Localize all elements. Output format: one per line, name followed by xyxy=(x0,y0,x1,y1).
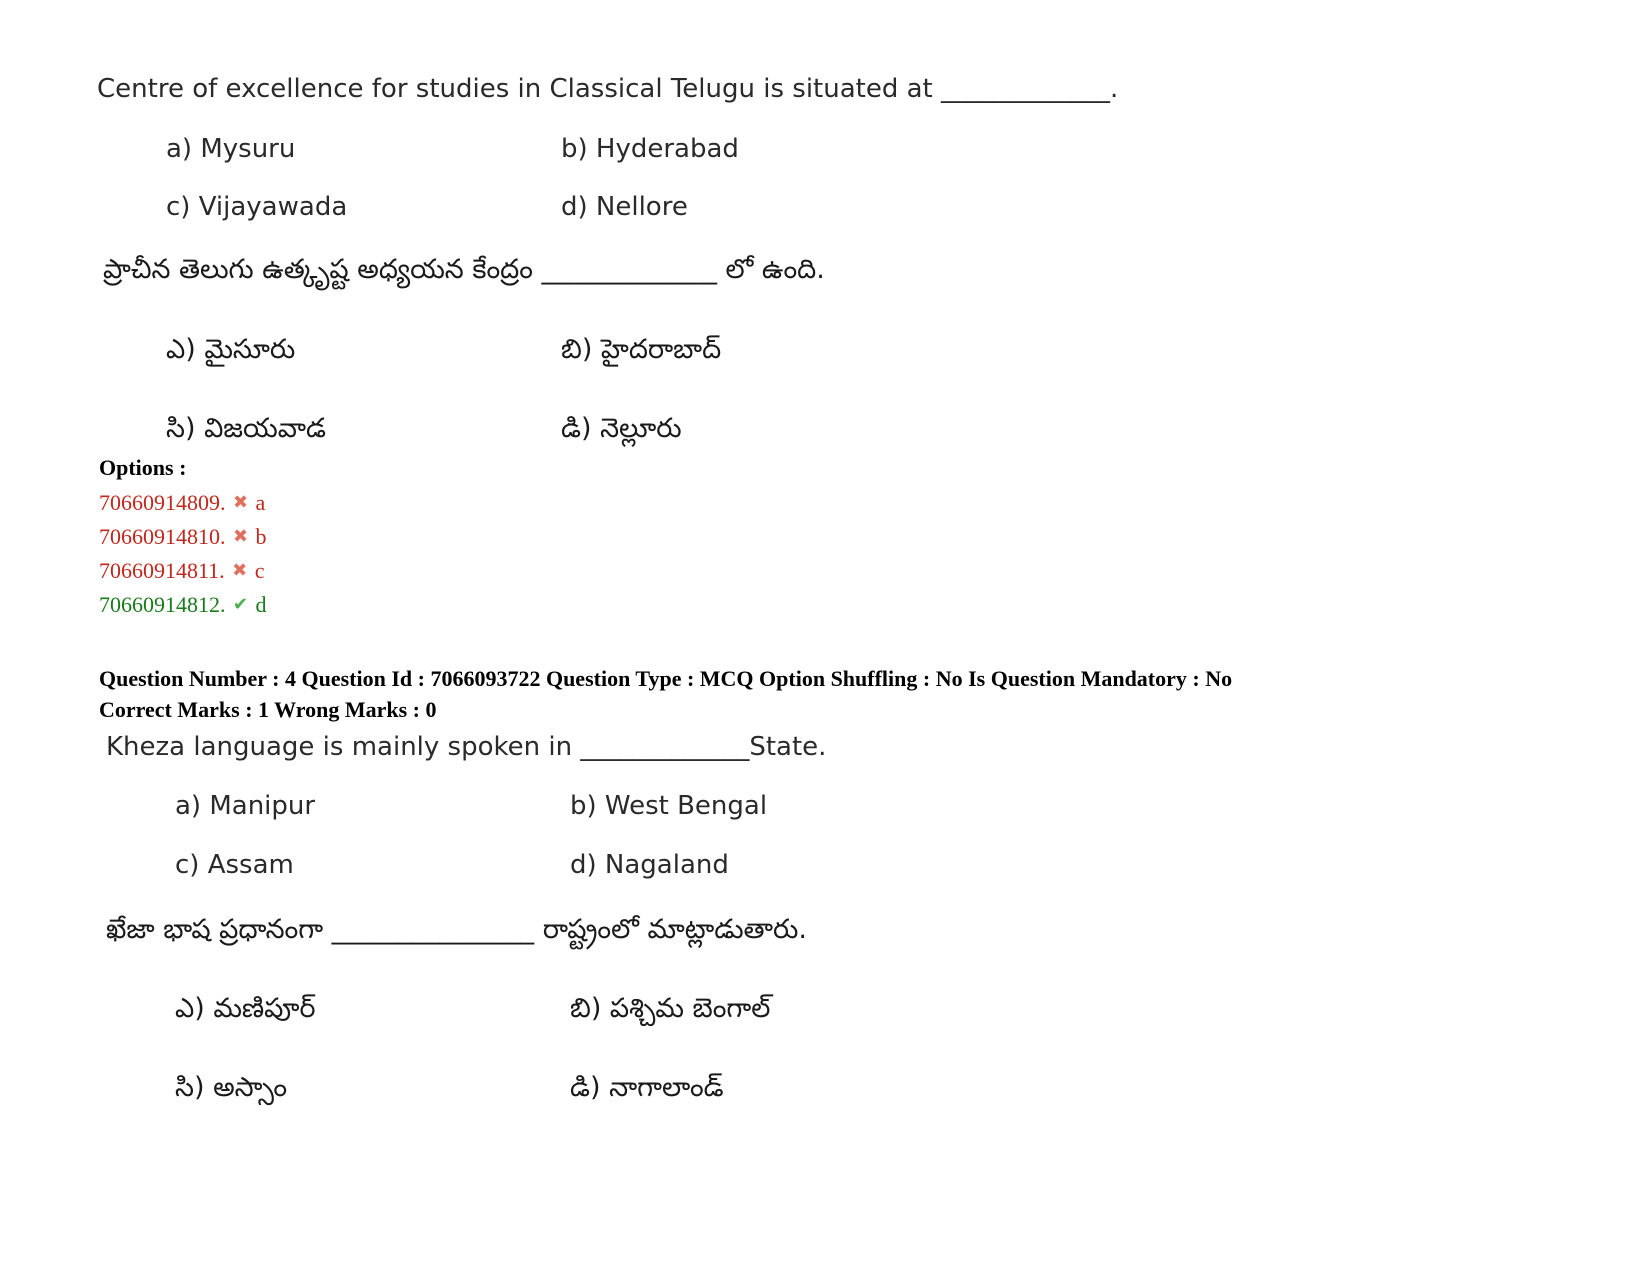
question-stem-english: Centre of excellence for studies in Classical Telugu is situated at _____________. xyxy=(97,74,1119,104)
cross-icon: ✖ xyxy=(232,492,249,512)
option-a-english: a) Manipur xyxy=(175,791,316,821)
option-b-telugu: బి) హైదరాబాద్ xyxy=(561,334,722,365)
option-c-telugu: సి) విజయవాడ xyxy=(166,413,327,444)
question-meta-line-2: Correct Marks : 1 Wrong Marks : 0 xyxy=(99,697,437,722)
question-stem-telugu: ఖేజా భాష ప్రధానంగా _______________ రాష్ట్రంలో మాట్లాడుతారు. xyxy=(106,914,807,945)
option-a-telugu: ఎ) మణిపూర్ xyxy=(175,993,316,1024)
answer-option-id: 70660914812. xyxy=(99,592,226,617)
question-meta-line-1: Question Number : 4 Question Id : 7066093722 Question Type : MCQ Option Shuffling : No Is Question Mandatory : No xyxy=(99,666,1233,691)
option-d-telugu: డి) నెల్లూరు xyxy=(561,413,682,444)
option-d-telugu: డి) నాగాలాండ్ xyxy=(570,1072,724,1103)
option-c-english: c) Vijayawada xyxy=(166,192,348,222)
check-icon: ✔ xyxy=(232,594,249,614)
cross-icon: ✖ xyxy=(232,560,248,580)
answer-option-id: 70660914810. xyxy=(99,524,226,549)
cross-icon: ✖ xyxy=(232,526,249,546)
question-stem-telugu: ప్రాచీన తెలుగు ఉత్కృష్ట అధ్యయన కేంద్రం _____________ లో ఉంది. xyxy=(103,254,825,285)
option-d-english: d) Nagaland xyxy=(570,850,729,880)
option-c-telugu: సి) అస్సాం xyxy=(175,1072,288,1103)
option-a-telugu: ఎ) మైసూరు xyxy=(166,334,296,365)
options-label: Options : xyxy=(99,455,187,480)
answer-option-letter: d xyxy=(255,592,267,617)
answer-option-letter: a xyxy=(255,490,266,515)
answer-option-row xyxy=(99,558,264,584)
answer-option-letter: b xyxy=(255,524,267,549)
answer-option-row-correct xyxy=(99,592,267,618)
question-stem-english: Kheza language is mainly spoken in _____________State. xyxy=(106,732,827,762)
option-b-english: b) Hyderabad xyxy=(561,134,739,164)
answer-option-letter: c xyxy=(254,558,265,583)
answer-option-id: 70660914809. xyxy=(99,490,226,515)
option-b-telugu: బి) పశ్చిమ బెంగాల్ xyxy=(570,993,771,1024)
option-d-english: d) Nellore xyxy=(561,192,688,222)
answer-option-row xyxy=(99,490,265,516)
option-a-english: a) Mysuru xyxy=(166,134,296,164)
option-b-english: b) West Bengal xyxy=(570,791,768,821)
answer-option-id: 70660914811. xyxy=(99,558,225,583)
option-c-english: c) Assam xyxy=(175,850,294,880)
answer-option-row xyxy=(99,524,267,550)
